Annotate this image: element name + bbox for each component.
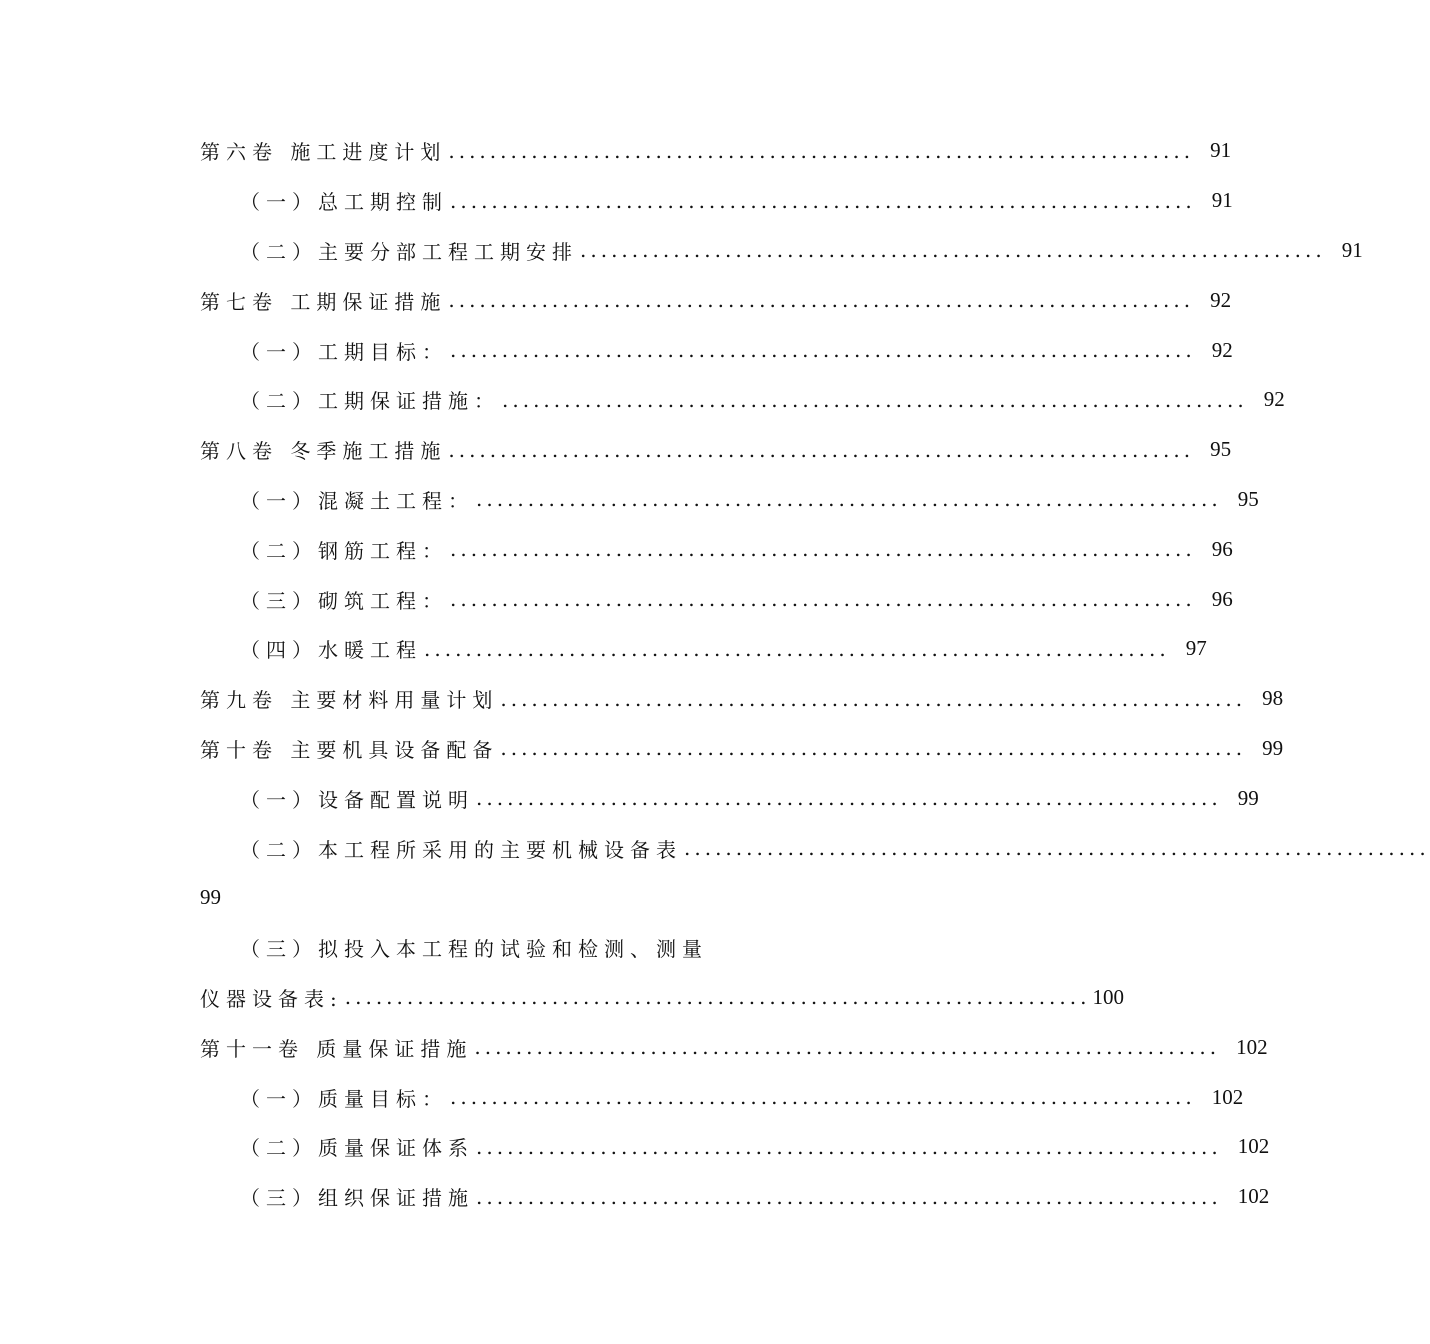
toc-entry[interactable] — [200, 226, 1363, 276]
toc-entry-title: 第九卷 主要材料用量计划 — [200, 688, 499, 713]
table-of-contents — [200, 126, 1430, 1222]
toc-entry-page: 92 — [1210, 287, 1232, 312]
toc-entry[interactable] — [200, 773, 1259, 823]
toc-entry-page: 96 — [1211, 536, 1233, 561]
toc-leader-dots: ........................................................................ — [474, 1035, 1221, 1060]
toc-entry-title: （一）设备配置说明 — [240, 787, 474, 812]
toc-entry-page: 95 — [1210, 437, 1232, 462]
toc-entry-title: （四）水暖工程 — [240, 638, 422, 663]
toc-entry-page: 91 — [1210, 138, 1232, 163]
toc-leader-dots: ........................................................................ — [476, 1134, 1222, 1159]
toc-leader-dots: ........................................................................ — [476, 1184, 1222, 1209]
toc-entry-page: 96 — [1211, 586, 1233, 611]
toc-entry-title: 第六卷 施工进度计划 — [200, 140, 447, 165]
toc-entry-page: 98 — [1262, 686, 1284, 711]
toc-entry-wrapped[interactable] — [200, 823, 1430, 873]
toc-entry-page: 99 — [1262, 735, 1284, 760]
toc-entry-chapter-7[interactable] — [200, 275, 1232, 325]
toc-entry[interactable] — [200, 1172, 1270, 1222]
toc-entry[interactable] — [200, 475, 1259, 525]
toc-entry[interactable] — [200, 325, 1233, 375]
toc-entry-page: 100 — [1092, 984, 1124, 1009]
toc-entry-page: 97 — [1185, 636, 1207, 661]
toc-entry-title: （二）本工程所采用的主要机械设备表 — [240, 837, 682, 862]
toc-leader-dots: ........................................................................ — [448, 437, 1195, 462]
toc-entry-title: （二）钢筋工程： — [240, 538, 448, 563]
toc-leader-dots: ........................................................................ — [502, 387, 1248, 412]
toc-entry-title: （三）砌筑工程： — [240, 588, 448, 613]
toc-entry-page: 102 — [1211, 1084, 1244, 1109]
toc-entry-page: 95 — [1237, 486, 1259, 511]
toc-entry-title: （三）拟投入本工程的试验和检测、测量 — [240, 937, 708, 962]
toc-entry-title: （一）质量目标： — [240, 1086, 448, 1111]
toc-entry-page: 99 — [200, 885, 221, 910]
toc-entry[interactable] — [200, 375, 1285, 425]
toc-entry[interactable] — [200, 1122, 1270, 1172]
toc-leader-dots: ........................................................................ — [424, 636, 1170, 661]
toc-leader-dots: ........................................................................ — [344, 985, 1091, 1010]
toc-entry-title: 第十卷 主要机具设备配备 — [200, 737, 499, 762]
toc-leader-dots: ........................................................................ — [450, 188, 1196, 213]
toc-leader-dots: ........................................................................ — [476, 786, 1222, 811]
toc-entry-title: （二）主要分部工程工期安排 — [240, 239, 578, 264]
toc-leader-dots: ........................................................................ — [448, 138, 1195, 163]
toc-entry-page: 92 — [1263, 387, 1285, 412]
toc-leader-dots: ........................................................................ — [580, 238, 1326, 263]
toc-entry-page: 91 — [1341, 237, 1363, 262]
toc-entry-page: 99 — [1237, 785, 1259, 810]
toc-entry-title: 第八卷 冬季施工措施 — [200, 439, 447, 464]
toc-entry-title: （二）质量保证体系 — [240, 1136, 474, 1161]
toc-entry[interactable] — [200, 176, 1233, 226]
toc-leader-dots: ........................................................................ — [450, 338, 1196, 363]
toc-leader-dots: ........................................................................ — [450, 537, 1196, 562]
toc-entry-chapter-9[interactable] — [200, 674, 1284, 724]
toc-entry-title: （三）组织保证措施 — [240, 1186, 474, 1211]
toc-entry-chapter-8[interactable] — [200, 425, 1232, 475]
toc-entry-title: 第七卷 工期保证措施 — [200, 289, 447, 314]
toc-entry[interactable] — [200, 524, 1233, 574]
toc-leader-dots: ........................................................................ — [448, 288, 1195, 313]
toc-entry-continuation[interactable] — [200, 973, 1124, 1023]
toc-entry-wrapped-page-line — [200, 873, 810, 923]
toc-entry-page: 102 — [1237, 1184, 1270, 1209]
toc-entry-title: （一）总工期控制 — [240, 190, 448, 215]
toc-entry-title: 仪器设备表: — [200, 986, 343, 1011]
toc-entry[interactable] — [200, 574, 1233, 624]
toc-entry-title: 第十一卷 质量保证措施 — [200, 1036, 473, 1061]
toc-leader-dots: ........................................................................ — [450, 1085, 1196, 1110]
toc-entry-continued[interactable] — [200, 923, 810, 973]
toc-leader-dots: ........................................................................ — [476, 487, 1222, 512]
toc-entry-title: （一）混凝土工程： — [240, 488, 474, 513]
toc-entry-page: 91 — [1211, 188, 1233, 213]
toc-entry-title: （二）工期保证措施： — [240, 389, 500, 414]
toc-entry-page: 102 — [1237, 1134, 1270, 1159]
toc-leader-dots: ........................................................................ — [450, 587, 1196, 612]
toc-entry-title: （一）工期目标： — [240, 339, 448, 364]
toc-entry-page: 102 — [1236, 1034, 1268, 1059]
toc-leader-dots: ........................................................................ — [500, 686, 1247, 711]
toc-entry[interactable] — [200, 624, 1207, 674]
toc-entry-page: 92 — [1211, 337, 1233, 362]
toc-entry-chapter-6[interactable] — [200, 126, 1232, 176]
toc-entry-chapter-10[interactable] — [200, 724, 1284, 774]
toc-entry[interactable] — [200, 1072, 1244, 1122]
toc-leader-dots: ........................................................................ — [684, 836, 1430, 861]
toc-entry-chapter-11[interactable] — [200, 1022, 1268, 1072]
toc-leader-dots: ........................................................................ — [500, 736, 1247, 761]
